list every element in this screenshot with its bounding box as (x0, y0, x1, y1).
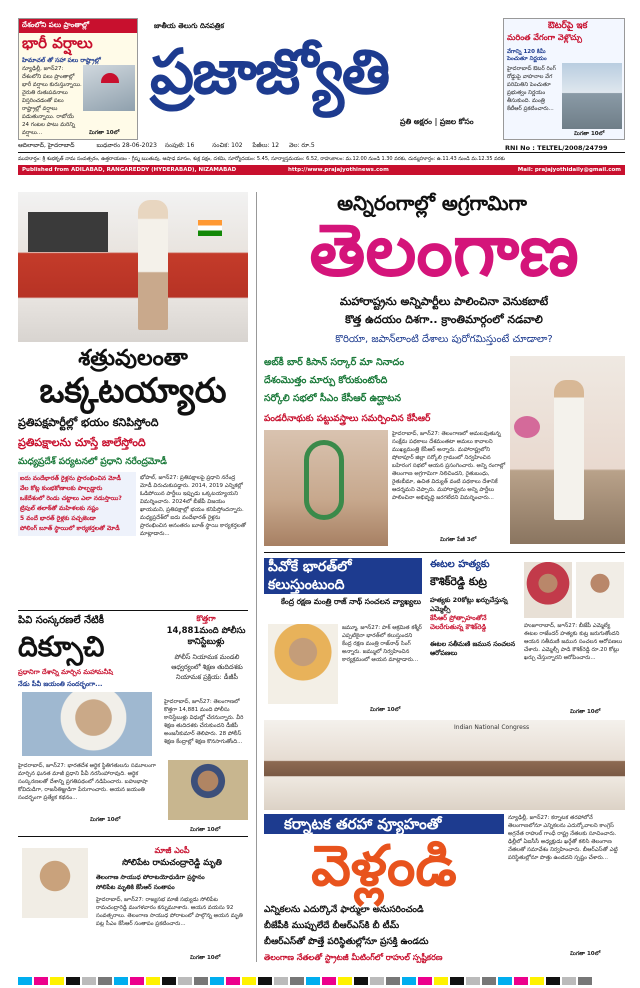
left-ear-more[interactable]: మిగతా 10లో (89, 130, 120, 136)
pv-sub-1: ప్రధానిగా దేశాన్ని మార్చిన మహామనీషి (18, 668, 113, 676)
umbrella-figure-icon (101, 73, 119, 83)
dateline-editions: ఆదిలాబాద్, హైదరాబాద్ (18, 142, 75, 149)
lead-bullet-2: దేశంమొత్తం మార్పు కోరుకుంటోంది (264, 375, 388, 386)
right-ear-headline-2: మరింత వేగంగా వెళ్లొచ్చు (507, 33, 582, 42)
dateline-issue: సంచిక: 102 (212, 142, 243, 149)
pv-body: హైదరాబాద్, జూన్27: భారతదేశ ఆర్థిక స్థితిగతులను సమూలంగా మార్చిన ఘనత మాజీ ప్రధాని పీవీ నరసింహారావుది. ఆర్థిక సంస్కరణలతో దేశాన్ని ప్రగతిపథంలో నడిపించారు. బహుభాషా కోవిదుడిగా, రాజనీతిజ్ఞుడిగా పేరుగాంచారు. ఆయన జయంతి సందర్భంగా ప్రత్యేక కథనం... (18, 763, 156, 801)
ex-mp-headline: సోలిపేట రామచంద్రారెడ్డి మృతి (122, 858, 222, 868)
modi-bullet-2: వేల కోట్ల కుంభకోణాలకు పాల్పడ్డారు (20, 485, 103, 492)
congress-kicker: కర్నాటక తరహా వ్యూహంతో (264, 814, 504, 834)
police-more[interactable]: మిగతా 10లో (190, 827, 221, 833)
police-deck: పోలీస్ నియామక మండలి ఆధ్వర్యంలో శిక్షణ తుదిదశకు నియామక ప్రక్రియ: డీజీపీ (171, 653, 243, 681)
right-ear-orr-photo (562, 63, 622, 129)
ex-mp-sub-1: తెలంగాణ సాయుధ పోరాటయోధుడిగా ప్రస్థానం (96, 874, 205, 881)
pok-headline-2: కలుస్తుంటుంది (264, 576, 422, 594)
left-ear-rain-photo (83, 65, 135, 111)
column-divider (256, 192, 257, 962)
congress-meeting-photo (264, 720, 625, 810)
left-ear-kicker: దేశంలోని పలు ప్రాంతాల్లో (19, 19, 137, 33)
etela-more[interactable]: మిగతా 10లో (570, 709, 601, 715)
lead-bottom-rule (264, 552, 625, 553)
etela-deck-3: ఈటల సతీమణి జమున సంచలన ఆరోపణలు (430, 640, 516, 657)
lead-bullet-3: సర్కోలి సభలో సీఎం కేసీఆర్ ఉద్ఘాటన (264, 393, 402, 404)
lead-kicker: అన్నిరంగాల్లో అగ్రగామిగా (337, 191, 527, 215)
modi-bullet-1: ఐదు వందేభారత్ రైళ్లను ప్రారంభించిన మోడీ (20, 475, 121, 482)
dateline-volume: సంపుటి: 16 (164, 142, 195, 149)
pv-sub-2: నేడు పీవీ జయంతి సందర్భంగా... (18, 680, 103, 688)
modi-deck-1: ప్రతిపక్షపార్టీల్లో భయం కనిపిస్తోంది (18, 416, 159, 429)
lead-bullet-1: అబ్‌కీ బార్ కిసాన్ సర్కార్ మా నినాదం (264, 357, 405, 368)
ex-mp-photo (22, 848, 88, 918)
color-registration-strip (18, 970, 625, 978)
congress-headline: వెళ్లండి (311, 834, 457, 899)
kcr-figure (554, 380, 584, 520)
ex-mp-body: హైదరాబాద్, జూన్27: రాజ్యసభ మాజీ సభ్యుడు సోలిపేట రామచంద్రారెడ్డి మంగళవారం కన్నుమూశారు. ఆయన వయసు 92 సంవత్సరాలు. తెలంగాణ సాయుధ పోరాటంలో పాల్గొన్న ఆయన మృతి పట్ల సీఎం కేసీఆర్ సంతాపం ప్రకటించారు... (96, 897, 243, 927)
congress-body: న్యూఢిల్లీ, జూన్27: కర్నాటక తరహాలోనే తెలంగాణలోనూ ఎన్నికలను ఎదుర్కోవాలని కాంగ్రెస్ అగ్రనేత రాహుల్ గాంధీ రాష్ట్ర నేతలకు సూచించారు. ఢిల్లీలో ఏఐసీసీ అధ్యక్షుడు ఖర్గేతో కలిసి తెలంగాణ నేతలతో సమావేశం నిర్వహించారు. బీఆర్ఎస్‌తో ఎట్టి పరిస్థితుల్లోనూ పొత్తు ఉండదని స్పష్టం చేశారు... (508, 815, 618, 861)
published-from: Published from ADILABAD, RANGAREDDY (HYDERABAD), NIZAMABAD (22, 167, 237, 173)
pok-more[interactable]: మిగతా 10లో (370, 707, 401, 713)
flower-bouquet (514, 416, 540, 438)
left-col-rule (18, 836, 248, 837)
pok-headline-1: పీవోకే భారత్‌లో (264, 558, 422, 576)
dateline-rule (18, 152, 625, 153)
lead-deck-1: మహారాష్ట్రను అన్నిపార్టీలు పాలించినా వెనుకబాటే (339, 295, 549, 308)
dateline-pages: పేజీలు: 12 (252, 142, 280, 149)
masthead-motto: ప్రతి అక్షరం | ప్రజల కోసం (400, 117, 474, 126)
lead-more[interactable]: మిగతా పేజీ 3లో (440, 537, 477, 543)
pok-deck: కేంద్ర రక్షణ మంత్రి రాజ్ నాథ్ సంచలన వ్యాఖ్యలు (280, 597, 421, 606)
right-ear-body: హైదరాబాద్ ఔటర్ రింగ్ రోడ్డుపై వాహనాల వేగ పరిమితిని పెంచుతూ ప్రభుత్వం నిర్ణయం తీసుకుంది. మంత్రి కేటీఆర్ ప్రకటించారు... (507, 66, 556, 112)
left-ear-sub: హిమాచల్ తో సహా పలు రాష్ట్రాల్లో (22, 57, 101, 64)
newspaper-title-logo: ప్రజాజ్యోతి (150, 35, 389, 108)
modi-bullet-list (18, 472, 136, 536)
dateline-price: వెల: రూ.5 (288, 142, 315, 149)
etela-deck-1: హత్యకు 20కోట్లు ఖర్చుచేస్తున్న ఎమ్మెల్సీ (430, 596, 508, 613)
modi-headline-1: శత్రువులంతా (78, 346, 188, 371)
lead-deck-3: కొరియా, జపాన్‌లాంటి దేశాలు పురోగమిస్తుంటే చూడాలా? (335, 334, 553, 345)
website-link[interactable]: http://www.prajajyothinews.com (288, 167, 389, 173)
police-body: హైదరాబాద్, జూన్27: తెలంగాణలో కొత్తగా 14,881 మంది పోలీసు కానిస్టేబుళ్లు విధుల్లో చేరనున్నారు. వీరి శిక్షణ తుదిదశకు చేరుకుందని డీజీపీ అంజనీకుమార్ తెలిపారు. 28 పోలీస్ శిక్షణ కేంద్రాల్లో శిక్షణ కొనసాగుతోంది... (164, 699, 244, 745)
congress-deck-2: బీజేపీకి ముప్పులేదే బీఆర్ఎస్‌కి బీ టీమ్ (264, 921, 400, 931)
ex-mp-kicker: మాజీ ఎంపీ (154, 846, 190, 855)
lead-deck-2: కొత్త ఉదయం దిశగా.. క్రాంతిమార్గంలో నడవాలి (345, 313, 543, 326)
etela-body: హుజూరాబాద్, జూన్27: బీజేపీ ఎమ్మెల్యే ఈటల రాజేందర్ హత్యకు కుట్ర జరుగుతోందని ఆయన సతీమణి జమున సంచలన ఆరోపణలు చేశారు. ఎమ్మెల్సీ పాడి కౌశిక్‌రెడ్డి రూ.20 కోట్లు ఖర్చు చేస్తున్నారని ఆరోపించారు... (524, 623, 623, 661)
right-ear-headline-1: ఔటర్‌పై ఇక (548, 21, 588, 31)
right-ear-sub: వేగాన్ని 120 కిమీ పెంచుతూ నిర్ణయం (507, 49, 547, 62)
garland (304, 440, 344, 520)
congress-more[interactable]: మిగతా 10లో (570, 951, 601, 957)
pandharpur-photo (264, 430, 388, 546)
modi-deck-2: ప్రతిపక్షాలను చూస్తే జాలేస్తోంది (18, 436, 146, 449)
pv-narasimha-rao-photo (22, 692, 152, 756)
left-ear-headline: భారీ వర్షాలు (22, 34, 93, 52)
pv-more[interactable]: మిగతా 10లో (90, 817, 121, 823)
modi-figure (138, 200, 168, 330)
train-window (28, 212, 108, 252)
congress-deck-4: తెలంగాణ నేతలతో స్ట్రాటజీ మీటింగ్‌లో రాహుల్ స్పష్టీకరణ (264, 953, 443, 962)
left-ear-body: న్యూఢిల్లీ, జూన్27: దేశంలోని పలు ప్రాంతాల్లో భారీ వర్షాలు కురుస్తున్నాయి. నైరుతి రుతుపవనాలు విస్తరించడంతో పలు రాష్ట్రాల్లో వర్షాలు పడుతున్నాయి. రాబోయే 24 గంటల పాటు మరిన్ని వర్షాలు... (22, 66, 82, 136)
modi-bullet-6: పోలింగ్ బూత్ స్థాయిలో కార్యకర్తలతో మోడీ (20, 525, 120, 532)
modi-bullet-3: ఒకేదేశంలో రెండు చట్టాలు ఎలా నడుస్తాయి? (20, 495, 122, 502)
lead-strap: పండరీనాథుకు పట్టువస్త్రాలు సమర్పించిన కేసీఆర్ (264, 414, 431, 424)
lead-headline: తెలంగాణ (309, 208, 579, 292)
dgp-photo (168, 760, 248, 820)
congress-deck-3: బీఆర్ఎస్‌తో పొత్తే పరిస్థితుల్లోనూ ప్రసక్తి ఉండదు (264, 937, 429, 947)
published-bar (18, 165, 625, 175)
modi-headline-2: ఒక్కటయ్యారు (39, 371, 227, 411)
ex-mp-sub-2: సోలిపేట మృతికి కేసీఆర్ సంతాపం (96, 884, 175, 891)
etela-kicker: ఈటల హత్యకు (430, 559, 490, 570)
left-ear-box (18, 18, 138, 140)
pv-headline: దిక్సూచి (18, 630, 105, 663)
congress-deck-1: ఎన్నికలను ఎదుర్కొనే ఫార్ములా అనుసరించండి (264, 905, 424, 915)
rajnath-photo (268, 624, 338, 704)
police-headline: 14,881మంది పోలీసు కానిస్టేబుళ్లు (166, 626, 246, 647)
modi-bullet-4: ట్రిపుల్ తలాక్‌తో మహిళలకు నష్టం (20, 505, 99, 512)
pv-kicker: పివి సంస్కరణలే నేటికీ (18, 615, 104, 626)
modi-bullet-5: 5 వందే భారత్ రైళ్లకు పచ్చజెండా (20, 515, 96, 522)
modi-body: భోపాల్, జూన్27: ప్రతిపక్షాలపై ప్రధాని నరేంద్ర మోడీ విరుచుకుపడ్డారు. 2014, 2019 ఎన్నికల్లో ఓడిపోయిన పార్టీలు ఇప్పుడు ఒక్కటయ్యాయని విమర్శించారు. 2024లో బీజేపీ విజయం ఖాయమని, ప్రతిపక్షాల్లో భయం కనిపిస్తోందన్నారు. మధ్యప్రదేశ్‌లో ఐదు వందేభారత్ రైళ్లను ప్రారంభించిన అనంతరం బూత్ స్థాయి కార్యకర్తలతో మాట్లాడారు... (140, 475, 246, 537)
masthead-tagline: జాతీయ తెలుగు దినపత్రిక (154, 22, 224, 30)
ex-mp-more[interactable]: మిగతా 10లో (190, 955, 221, 961)
kcr-speech-photo (510, 356, 625, 544)
etela-headline: కౌశిక్‌రెడ్డి కుట్ర (430, 575, 487, 588)
modi-vandebharat-photo (18, 192, 248, 342)
mail-link[interactable]: Mail: prajajyothidaily@gmail.com (517, 167, 621, 173)
modi-bottom-rule (18, 610, 248, 611)
right-ear-box (503, 18, 625, 140)
lead-body: హైదరాబాద్, జూన్27: తెలంగాణలో అమలవుతున్న సంక్షేమ పథకాలు దేశమంతటా అమలు కావాలని ముఖ్యమంత్రి కేసీఆర్ అన్నారు. మహారాష్ట్రలోని షోలాపూర్ జిల్లా సర్కోలి గ్రామంలో నిర్వహించిన బహిరంగ సభలో ఆయన ప్రసంగించారు. అన్ని రంగాల్లో తెలంగాణ అగ్రగామిగా నిలిచిందని, రైతుబంధు, రైతుబీమా, ఉచిత విద్యుత్ వంటి పథకాలు దేశానికే ఆదర్శమని చెప్పారు. మహారాష్ట్రను అన్ని పార్టీలు పాలించినా అభివృద్ధి జరగలేదని విమర్శించారు... (392, 431, 506, 501)
kaushik-photo (576, 562, 624, 618)
police-kicker: కొత్తగా (196, 614, 216, 623)
right-ear-more[interactable]: మిగతా 10లో (574, 131, 605, 137)
congress-banner: Indian National Congress (454, 724, 530, 731)
dateline-date: బుధవారం 28-06-2023 (96, 142, 157, 149)
indian-flag-icon (198, 220, 222, 236)
dateline-bar (18, 140, 500, 151)
pok-body: జమ్మూ, జూన్27: పాక్ ఆక్రమిత కశ్మీర్ ఎప్పటికైనా భారత్‌లో కలుస్తుందని కేంద్ర రక్షణ మంత్రి రాజ్‌నాథ్ సింగ్ అన్నారు. జమ్ములో నిర్వహించిన కార్యక్రమంలో ఆయన మాట్లాడారు... (342, 625, 422, 663)
rni-number: RNI No : TELTEL/2008/24799 (505, 144, 608, 152)
modi-deck-3: మధ్యప్రదేశ్ పర్యటనలో ప్రధాని నరేంద్రమోడీ (18, 457, 167, 467)
etela-deck-2: కేసీఆర్ ప్రోత్సాహంతోనే చెలరేగుతున్న కౌశిక్‌రెడ్డి (430, 614, 487, 631)
panchang-line: ముహూర్తం: శ్రీ శుభకృత్ నామ సంవత్సరం, ఉత్తరాయణం - గ్రీష్మ ఋతువు, ఆషాఢ మాసం, శుక్ల పక్షం, దశమి, సూర్యోదయం: 5.45, సూర్యాస్తమయం: 6.52, రాహుకాలం: మ.12.00 నుండి 1.30 వరకు, దుర్ముహూర్తం: ఉ.11.43 నుండి మ.12.35 వరకు (18, 156, 505, 162)
jamuna-photo (524, 562, 572, 618)
